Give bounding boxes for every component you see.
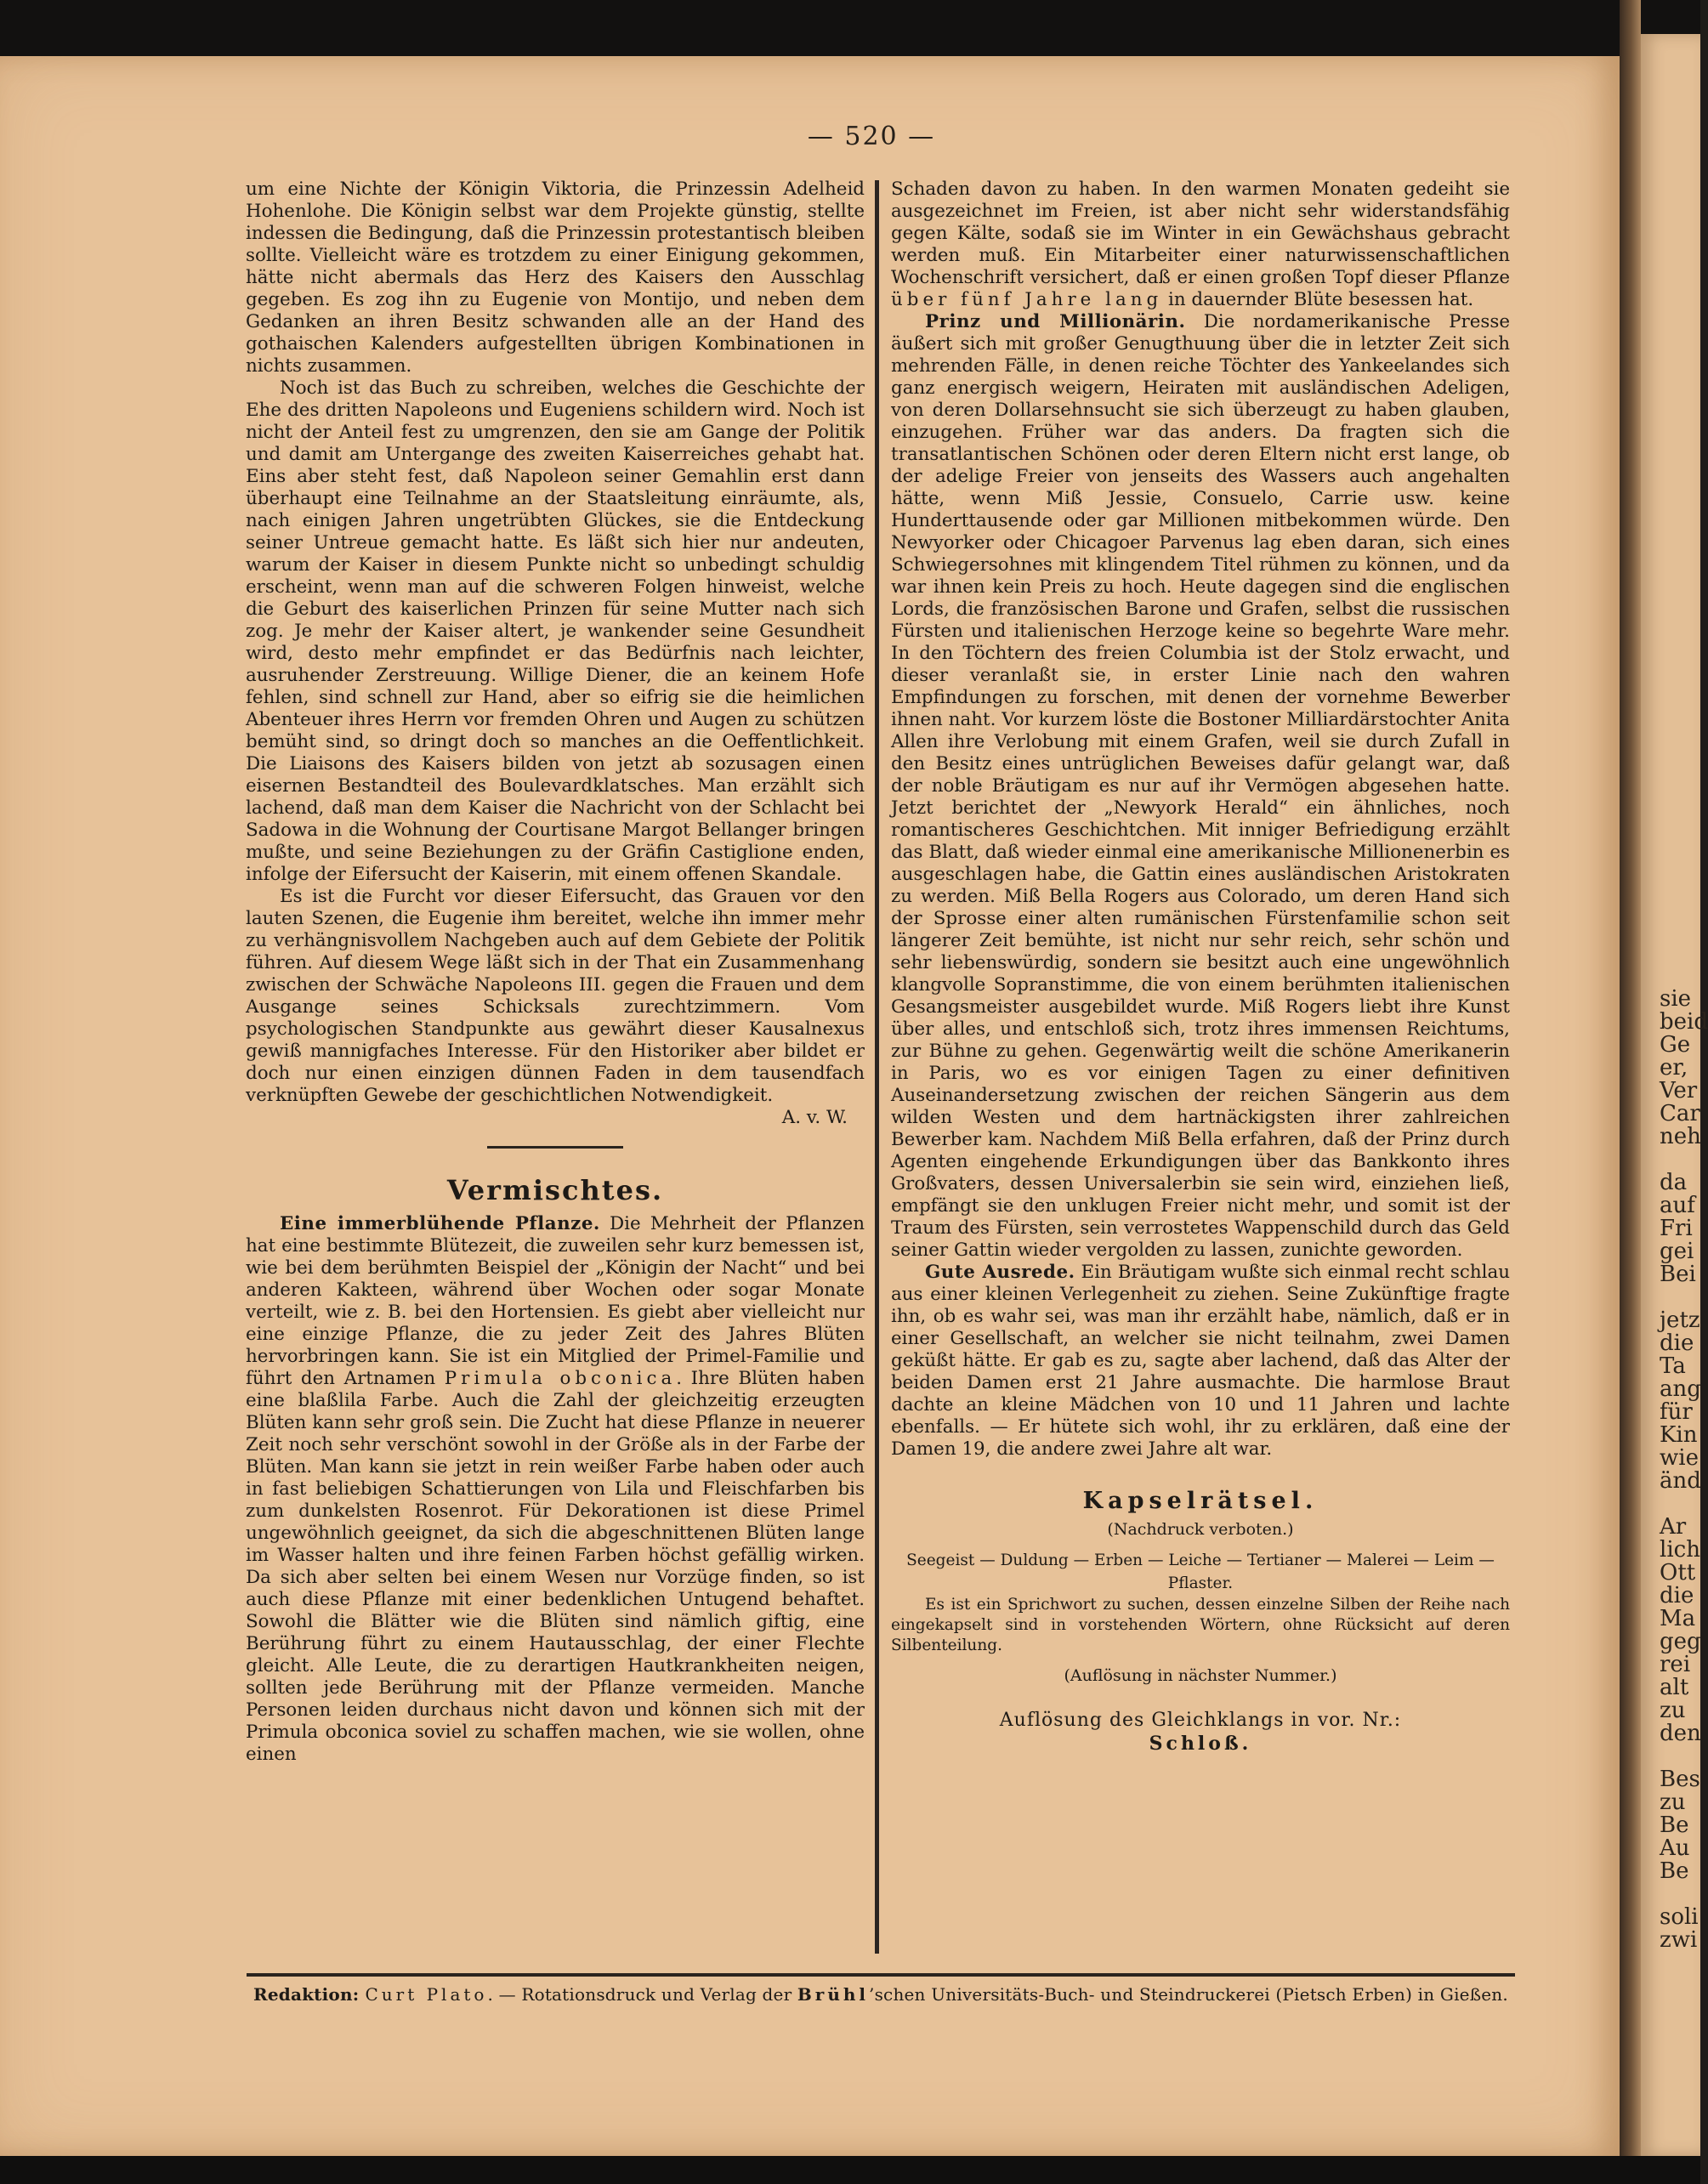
adjacent-page-fragment: Be: [1660, 1858, 1689, 1884]
imprint-footer: [247, 1984, 1515, 2005]
serial-continuation: um eine Nichte der Königin Viktoria, die Prinzessin Adelheid Hohenlohe. Die Königin selbst war dem Projekte günstig, stellte indessen die Bedingung, daß die Prinzessin protestantisch bleiben sollte. Vielleicht wäre es trotzdem zu einer Einigung gekommen, hätte nicht abermals das Herz des Kaisers den Ausschlag gegeben. Es zog ihn zu Eugenie von Montijo, und neben dem Gedanken an ihren Besitz schwanden alle an der Hand des gothaischen Kalenders aufgestellten übrigen Kombinationen in nichts zusammen.: [246, 179, 865, 377]
article-prince: [891, 311, 1510, 1262]
article-text: Ein Bräutigam wußte sich einmal recht schlau aus einer kleinen Verlegenheit zu ziehen. Seine Zukünftige fragte ihn, ob es wahr sei, was man ihr erzählt habe, nämlich, daß er in einer Gesellschaft, an welcher sie nicht teilnahm, zwei Damen geküßt hätte. Er gab es zu, sagte aber lachend, daß das Alter der beiden Damen erst 21 Jahre ausmachte. Die harmlose Braut dachte an kleine Mädchen von 10 und 11 Jahren und lachte ebenfalls. — Er hütete sich wohl, ihr zu erklären, daß eine der Damen 19, die andere zwei Jahre alt war.: [891, 1262, 1510, 1460]
adjacent-page-fragment: er,: [1660, 1055, 1688, 1081]
book-spine: [1620, 0, 1641, 2156]
adjacent-page-fragment: beid: [1660, 1009, 1708, 1035]
scan-background-top: [0, 0, 1700, 56]
adjacent-page-fragment: wie: [1660, 1445, 1699, 1471]
left-column: [246, 179, 865, 1766]
right-column: [891, 179, 1510, 1755]
section-divider: [487, 1146, 623, 1149]
previous-solution-label: Auflösung des Gleichklangs in vor. Nr.:: [999, 1710, 1402, 1731]
footer-publisher: Brühl: [797, 1984, 870, 2005]
previous-solution-answer: Schloß.: [1149, 1733, 1252, 1755]
adjacent-page-fragment: alt: [1660, 1675, 1689, 1700]
footer-text: ’schen Universitäts-Buch- und Steindruckerei (Pietsch Erben) in Gießen.: [869, 1984, 1508, 2005]
article-text: Schaden davon zu haben. In den warmen Monaten gedeiht sie ausgezeichnet im Freien, ist aber nicht sehr widerstandsfähig gegen Kälte, sodaß sie im Winter in ein Gewächshaus gebracht werden muß. Ein Mitarbeiter einer naturwissenschaftlichen Wochenschrift versichert, daß er einen großen Topf dieser Pflanze: [891, 179, 1510, 288]
article-title: Gute Ausrede.: [925, 1262, 1075, 1283]
puzzle-title: Kapselrätsel.: [1082, 1488, 1319, 1514]
section-heading: Vermischtes.: [446, 1174, 664, 1206]
article-text: Die Mehrheit der Pflanzen hat eine bestimmte Blütezeit, die zuweilen sehr kurz bemessen ist, wie bei dem berühmten Beispiel der „Königin der Nacht“ und bei anderen Kakteen, während über Wochen oder sogar Monate verteilt, wie z. B. bei den Hortensien. Es giebt aber vielleicht nur eine einzige Pflanze, die zu jeder Zeit des Jahres Blüten hervorbringen kann. Sie ist ein Mitglied der Primel-Familie und führt den Artnamen: [246, 1213, 865, 1389]
footer-editor: Curt Plato: [365, 1984, 488, 2005]
article-continuation: [891, 179, 1510, 311]
adjacent-page-fragment: Bei: [1660, 1262, 1696, 1287]
adjacent-page-fragment: neh: [1660, 1124, 1701, 1149]
adjacent-page-fragment: sie: [1660, 986, 1692, 1012]
adjacent-page-fragment: Ta: [1660, 1353, 1686, 1379]
adjacent-page-fragment: die: [1660, 1330, 1694, 1356]
adjacent-page-fragment: Bes: [1660, 1767, 1700, 1792]
puzzle-solution-note: (Auflösung in nächster Nummer.): [1064, 1666, 1337, 1685]
column-divider: [875, 180, 879, 1954]
adjacent-page-fragment: Be: [1660, 1812, 1689, 1838]
adjacent-page-fragment: auf: [1660, 1193, 1695, 1218]
article-title: Eine immerblühende Pflanze.: [280, 1213, 600, 1234]
adjacent-page-fragment: zwi: [1660, 1927, 1698, 1953]
page-number: — 520 —: [807, 122, 936, 151]
adjacent-page-fragment: jetz: [1660, 1308, 1700, 1333]
article-text: Die nordamerikanische Presse äußert sich mit großer Genugthuung über die in letzter Zeit sich mehrenden Fälle, in denen reiche Töchter des Yankeelandes sich ganz energisch weigern, Heiraten mit ausländischen Adeligen, von deren Dollarsehnsucht sie sich überzeugt zu haben glauben, einzugehen. Früher war das anders. Da fragten sich die transatlantischen Schönen oder deren Eltern nicht erst lange, ob der adelige Freier von jenseits des Wassers auch angehalten hätte, wenn Miß Jessie, Consuelo, Carrie usw. keine Hunderttausende oder gar Millionen mitbekommen würde. Den Newyorker oder Chicagoer Parvenus lag eben daran, sich eines Schwiegersohnes mit klingendem Titel rühmen zu können, und da war ihnen kein Preis zu hoch. Heute dagegen sind die englischen Lords, die französischen Barone und Grafen, selbst die russischen Fürsten und italienischen Herzoge keine so begehrte Ware mehr. In den Töchtern des freien Columbia ist der Stolz erwacht, und dieser veranlaßt sie, in erster Linie nach den wahren Empfindungen zu forschen, mit denen der vornehme Bewerber ihnen naht. Vor kurzem löste die Bostoner Milliardärstochter Anita Allen ihre Verlobung mit einem Grafen, weil sie durch Zufall in den Besitz eines untrüglichen Beweises dafür gelangt war, daß der noble Bräutigam es nur auf ihr Vermögen abgesehen hatte. Jetzt berichtet der „Newyork Herald“ ein ähnliches, noch romantischeres Geschichtchen. Mit inniger Befriedigung erzählt das Blatt, daß wieder einmal eine amerikanische Millionenerbin es ausgeschlagen habe, die Gattin eines ausländischen Aristokraten zu werden. Miß Bella Rogers aus Colorado, um deren Hand sich der Sprosse einer alten rumänischen Fürstenfamilie schon seit längerer Zeit bemühte, ist nicht nur sehr reich, sehr schön und sehr liebenswürdig, sondern sie besitzt auch eine ungewöhnlich klangvolle Sopranstimme, die von einem berühmten italienischen Gesangsmeister ausgebildet wurde. Miß Rogers liebt ihre Kunst über alles, und entschloß sich, trotz ihres immensen Reichtums, zur Bühne zu gehen. Gegenwärtig weilt die schöne Amerikanerin in Paris, wo es vor einigen Tagen zu einer definitiven Auseinandersetzung zwischen der reichen Sängerin aus dem wilden Westen und dem hartnäckigsten ihrer zahlreichen Bewerber kam. Nachdem Miß Bella erfahren, daß der Prinz durch Agenten eingehende Erkundigungen über das Bankkonto ihres Großvaters, dessen Universalerbin sie sein wird, einziehen ließ, empfängt sie den unklugen Freier nicht mehr, und somit ist der Traum des Fürsten, sein verrostetes Wappenschild durch das Geld seiner Gattin wieder vergolden zu lassen, zunichte geworden.: [891, 311, 1510, 1261]
emphasized-text: über fünf Jahre lang: [891, 289, 1163, 310]
adjacent-page-fragment: Car: [1660, 1101, 1700, 1126]
article-plant: [246, 1213, 865, 1766]
adjacent-page-fragment: ang: [1660, 1376, 1701, 1402]
article-text: in dauernder Blüte besessen hat.: [1162, 289, 1474, 310]
adjacent-page-fragment: Kin: [1660, 1422, 1698, 1448]
adjacent-page-fragment: Ma: [1660, 1606, 1696, 1631]
serial-paragraph: [246, 886, 865, 1129]
adjacent-page-fragment: zu: [1660, 1698, 1686, 1723]
adjacent-page-fragment: geg: [1660, 1629, 1701, 1654]
puzzle-copyright-note: (Nachdruck verboten.): [1107, 1520, 1294, 1539]
footer-text: Redaktion:: [253, 1984, 366, 2005]
adjacent-page-fragment: Ver: [1660, 1078, 1698, 1103]
adjacent-page-fragment: den: [1660, 1721, 1701, 1746]
adjacent-page-fragment: da: [1660, 1170, 1688, 1195]
serial-paragraph-text: Es ist die Furcht vor dieser Eifersucht, das Grauen vor den lauten Szenen, die Eugenie ihm bereitet, welche ihn immer mehr zu verhängnisvollem Nachgeben auch auf dem Gebiete der Politik führen. Auf diesem Wege läßt sich in der That ein Zusammenhang zwischen der Schwäche Napoleons III. gegen die Frauen und dem Ausgange seines Schicksals zurechtzimmern. Vom psychologischen Standpunkte aus gewährt dieser Kausalnexus gewiß mannigfaches Interesse. Für den Historiker aber bildet er doch nur einen einzigen dünnen Faden in dem tausendfach verknüpften Gewebe der geschichtlichen Notwendigkeit.: [246, 886, 865, 1106]
adjacent-page-fragment: rei: [1660, 1652, 1691, 1677]
adjacent-page-fragment: die: [1660, 1583, 1694, 1608]
adjacent-page-fragment: für: [1660, 1399, 1693, 1425]
serial-paragraph: Noch ist das Buch zu schreiben, welches die Geschichte der Ehe des dritten Napoleons und Eugeniens schildern wird. Noch ist nicht der Anteil fest zu umgrenzen, den sie am Gange der Politik und damit am Untergange des zweiten Kaiserreiches gehabt hat. Eins aber steht fest, daß Napoleon seiner Gemahlin erst dann überhaupt eine Teilnahme an der Staatsleitung einräumte, als, nach einigen Jahren ungetrübten Glückes, sie die Entdeckung seiner Untreue gemacht hatte. Es läßt sich hier nur andeuten, warum der Kaiser in diesem Punkte nicht so unbedingt schuldig erscheint, wenn man auf die schweren Folgen hinweist, welche die Geburt des kaiserlichen Prinzen für seine Mutter nach sich zog. Je mehr der Kaiser altert, je wankender seine Gesundheit wird, desto mehr empfindet er das Bedürfnis nach leichter, ausruhender Zerstreuung. Willige Diener, die an keinem Hofe fehlen, sind schnell zur Hand, aber so eifrig sie die heimlichen Abenteuer ihres Herrn vor fremden Ohren und Augen zu schützen bemüht sind, so dringt doch so manches an die Oeffentlichkeit. Die Liaisons des Kaisers bilden von jetzt ab sozusagen einen eisernen Bestandteil des Boulevardklatsches. Man erzählt sich lachend, daß man dem Kaiser die Nachricht von der Schlacht bei Sadowa in die Wohnung der Courtisane Margot Bellanger bringen mußte, und seine Beziehungen zu der Gräfin Castiglione enden, infolge der Eifersucht der Kaiserin, mit einem offenen Skandale.: [246, 377, 865, 885]
article-text: . Ihre Blüten haben eine blaßlila Farbe. Auch die Zahl der gleichzeitig erzeugten Blüten kann sehr groß sein. Die Zucht hat diese Pflanze in neuerer Zeit noch sehr verschönt sowohl in der Größe als in der Farbe der Blüten. Man kann sie jetzt in rein weißer Farbe haben oder auch in fast beliebigen Schattierungen von Lila und Fleischfarben bis zum dunkelsten Rosenrot. Für Dekorationen ist diese Primel ungewöhnlich geeignet, da sich die abgeschnittenen Blüten lange im Wasser halten und ihre feinen Farben höchst gefällig wirken. Da sich aber selten bei einem Wesen nur Vorzüge finden, so ist auch diese Pflanze mit einer bedenklichen Untugend behaftet. Sowohl die Blätter wie die Blüten sind nämlich giftig, eine Berührung führt zu einem Hautausschlag, der einer Flechte gleicht. Alle Leute, die zu derartigen Hautkrankheiten neigen, sollten jede Berührung mit der Pflanze vermeiden. Manche Personen leiden durchaus nicht davon und können sich mit der Primula obconica soviel zu schaffen machen, wie sie wollen, ohne einen: [246, 1368, 865, 1765]
adjacent-page-fragment: Ott: [1660, 1560, 1696, 1586]
article-title: Prinz und Millionärin.: [925, 311, 1186, 332]
puzzle-instruction: Es ist ein Sprichwort zu suchen, dessen einzelne Silben der Reihe nach eingekapselt sind in vorstehenden Wörtern, ohne Rücksicht auf deren Silbenteilung.: [891, 1596, 1510, 1654]
scan-background-bottom: [0, 2156, 1700, 2184]
adjacent-page-fragment: Au: [1660, 1835, 1690, 1861]
adjacent-page-fragment: zu: [1660, 1790, 1686, 1815]
puzzle-words: Seegeist — Duldung — Erben — Leiche — Tertianer — Malerei — Leim — Pflaster.: [906, 1551, 1495, 1592]
footer-rule: [247, 1973, 1515, 1977]
adjacent-page-fragment: Ge: [1660, 1032, 1691, 1058]
article-excuse: [891, 1262, 1510, 1461]
footer-text: . — Rotationsdruck und Verlag der: [487, 1984, 797, 2005]
adjacent-page-fragment: lich: [1660, 1537, 1700, 1563]
species-name: Primula obconica: [444, 1368, 677, 1389]
adjacent-page-fragment: gei: [1660, 1239, 1694, 1264]
adjacent-page-fragment: Ar: [1660, 1514, 1687, 1540]
adjacent-page-edge: [1641, 34, 1708, 2156]
author-signature: A. v. W.: [781, 1107, 848, 1128]
adjacent-page-fragment: soli: [1660, 1904, 1699, 1930]
adjacent-page-fragment: änd: [1660, 1468, 1701, 1494]
adjacent-page-fragment: Fri: [1660, 1216, 1693, 1241]
